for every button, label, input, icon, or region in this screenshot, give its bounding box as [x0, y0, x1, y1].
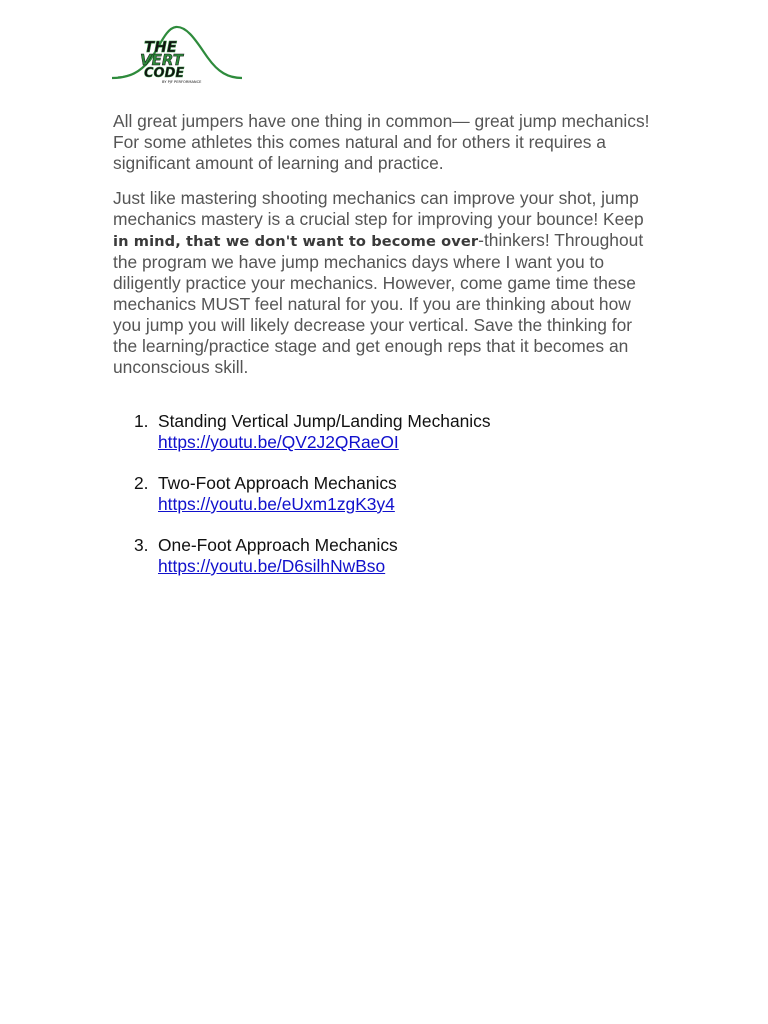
video-link[interactable]: https://youtu.be/eUxm1zgK3y4 — [158, 494, 395, 514]
list-item — [134, 473, 654, 515]
list-item — [134, 535, 654, 577]
list-title: Standing Vertical Jump/Landing Mechanics — [158, 411, 491, 431]
mechanics-paragraph-start: Just like mastering shooting mechanics can improve your shot, jump mechanics mastery is a crucial step for improving your bounce! Keep — [113, 188, 644, 229]
list-item — [134, 411, 654, 453]
video-list — [134, 411, 654, 597]
mechanics-paragraph-end: -thinkers! Throughout the program we have jump mechanics days where I want you to diligently practice your mechanics. However, come game time these mechanics MUST feel natural for you. If you are thinking about how you jump you will likely decrease your vertical. Save the thinking for the learning/practice stage and get enough reps that it becomes an unconscious skill. — [113, 230, 644, 377]
logo-line-2: VERT — [140, 51, 183, 69]
vert-code-logo — [110, 22, 244, 84]
logo-line-3: CODE — [144, 66, 185, 81]
list-title: One-Foot Approach Mechanics — [158, 535, 398, 555]
logo-tagline: BY PJF PERFORMANCE — [162, 80, 202, 84]
mountain-swoosh-icon — [110, 22, 244, 84]
mechanics-paragraph — [113, 188, 661, 378]
list-number: 2. — [134, 473, 149, 493]
intro-paragraph: All great jumpers have one thing in common— great jump mechanics! For some athletes this comes natural and for others it requires a significant amount of learning and practice. — [113, 111, 650, 173]
list-title: Two-Foot Approach Mechanics — [158, 473, 397, 493]
video-link[interactable]: https://youtu.be/QV2J2QRaeOI — [158, 432, 399, 452]
mechanics-paragraph-emphasis: in mind, that we don't want to become over — [113, 233, 479, 250]
list-number: 3. — [134, 535, 149, 555]
video-link[interactable]: https://youtu.be/D6silhNwBso — [158, 556, 386, 576]
logo-line-1: THE — [144, 38, 178, 56]
list-number: 1. — [134, 411, 149, 431]
